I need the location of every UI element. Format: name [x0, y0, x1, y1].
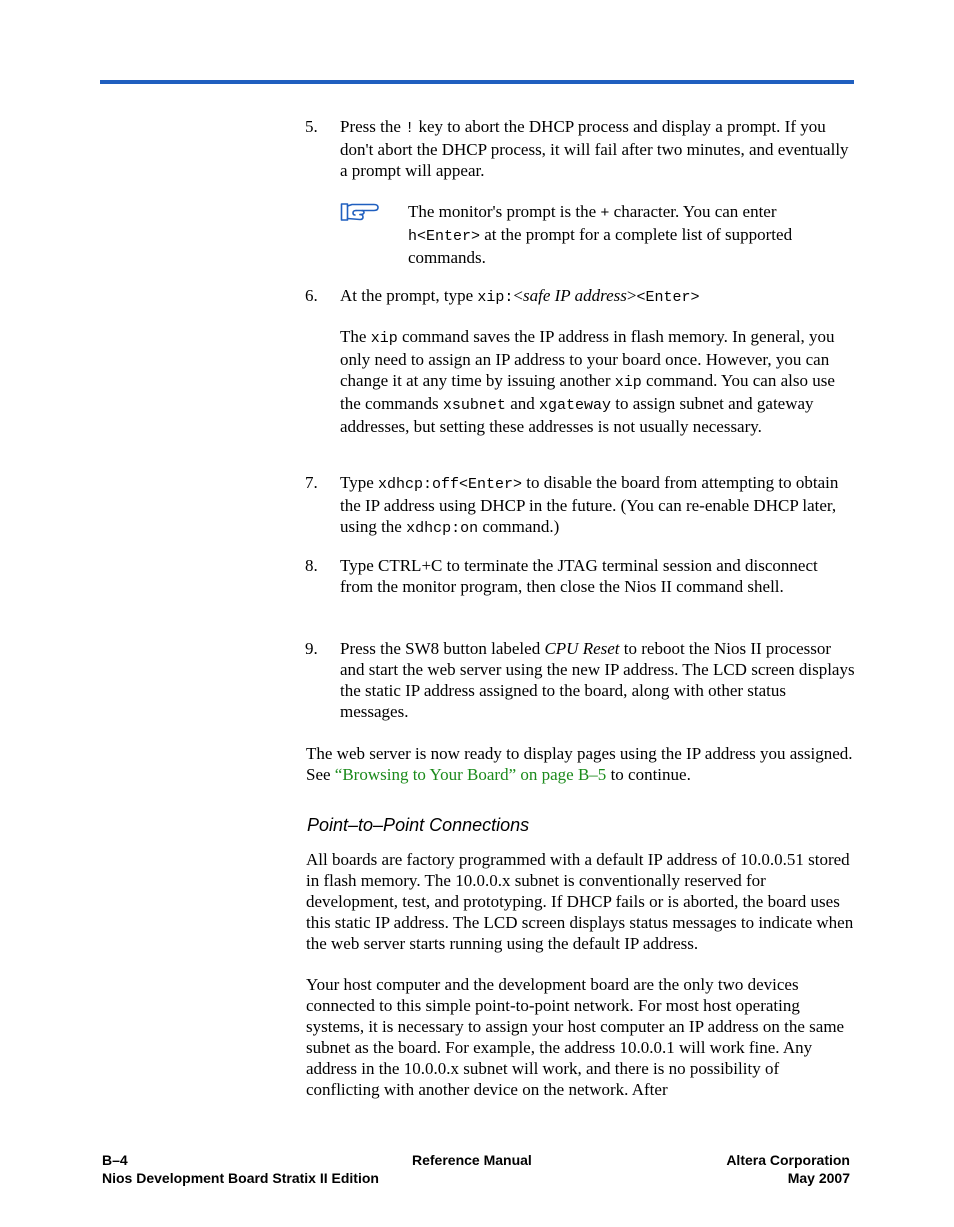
footer-date: May 2007	[787, 1170, 850, 1186]
code: xdhcp:on	[406, 520, 479, 537]
note-text: The monitor's prompt is the + character. You can enter h<Enter> at the prompt for a complete list of supported commands.	[408, 202, 793, 267]
ready-paragraph: The web server is now ready to display pages using the IP address you assigned. See “Browsing to Your Board” on page B–5 to continue.	[306, 744, 853, 784]
cross-reference-link[interactable]: “Browsing to Your Board” on page B–5	[334, 765, 607, 784]
footer-company: Altera Corporation	[726, 1152, 850, 1168]
code: xip	[370, 330, 398, 347]
code: <Enter>	[636, 289, 700, 306]
step-number: 5.	[305, 117, 318, 136]
code: xip	[614, 374, 642, 391]
code: h<Enter>	[408, 228, 481, 245]
code: +	[600, 205, 610, 222]
code: !	[405, 120, 415, 137]
step-text: Press the ! key to abort the DHCP process and display a prompt. If you don't abort the DHCP process, it will fail after two minutes, and eventually a prompt will appear.	[340, 117, 849, 180]
footer-book-title: Nios Development Board Stratix II Edition	[102, 1170, 379, 1186]
section-paragraph-1: All boards are factory programmed with a default IP address of 10.0.0.51 stored in flash memory. The 10.0.0.x subnet is conventionally reserved for development, test, and prototyping. If DHCP fails or is aborted, the board uses this static IP address. The LCD screen displays status messages to indicate when the web server starts running using the default IP address.	[306, 850, 854, 953]
italic-text: safe IP address	[523, 286, 627, 305]
footer-page-number: B–4	[102, 1152, 128, 1168]
code: xgateway	[538, 397, 611, 414]
code: xdhcp:off<Enter>	[378, 476, 523, 493]
code: xsubnet	[442, 397, 506, 414]
italic-text: CPU Reset	[544, 639, 620, 658]
step-detail: The xip command saves the IP address in flash memory. In general, you only need to assign an IP address to your board once. However, you can change it at any time by issuing another xip command. You can also use the commands xsubnet and xgateway to assign subnet and gateway addresses, but setting these addresses is not usually necessary.	[340, 327, 835, 436]
step-text: Type xdhcp:off<Enter> to disable the board from attempting to obtain the IP address using DHCP in the future. (You can re-enable DHCP later, using the xdhcp:on command.)	[340, 473, 839, 537]
step-text: At the prompt, type xip:<safe IP address><Enter>	[340, 286, 700, 306]
section-paragraph-2: Your host computer and the development board are the only two devices connected to this simple point-to-point network. For most host operating systems, it is necessary to assign your host computer an IP address on the same subnet as the board. For example, the address 10.0.0.1 will work fine. Any address in the 10.0.0.x subnet will work, and there is no possibility of conflicting with another device on the network. After	[306, 975, 845, 1099]
step-number: 9.	[305, 639, 318, 658]
code: xip:	[477, 289, 514, 306]
header-rule	[100, 80, 854, 84]
step-number: 8.	[305, 556, 318, 575]
footer-manual-type: Reference Manual	[412, 1152, 532, 1168]
step-number: 7.	[305, 473, 318, 492]
section-heading: Point–to–Point Connections	[307, 815, 530, 835]
pointing-hand-icon	[340, 201, 380, 223]
step-number: 6.	[305, 286, 318, 305]
step-text: Type CTRL+C to terminate the JTAG terminal session and disconnect from the monitor program, then close the Nios II command shell.	[340, 556, 818, 596]
step-text: Press the SW8 button labeled CPU Reset to reboot the Nios II processor and start the web server using the new IP address. The LCD screen displays the static IP address assigned to the board, along with other status messages.	[340, 639, 855, 721]
